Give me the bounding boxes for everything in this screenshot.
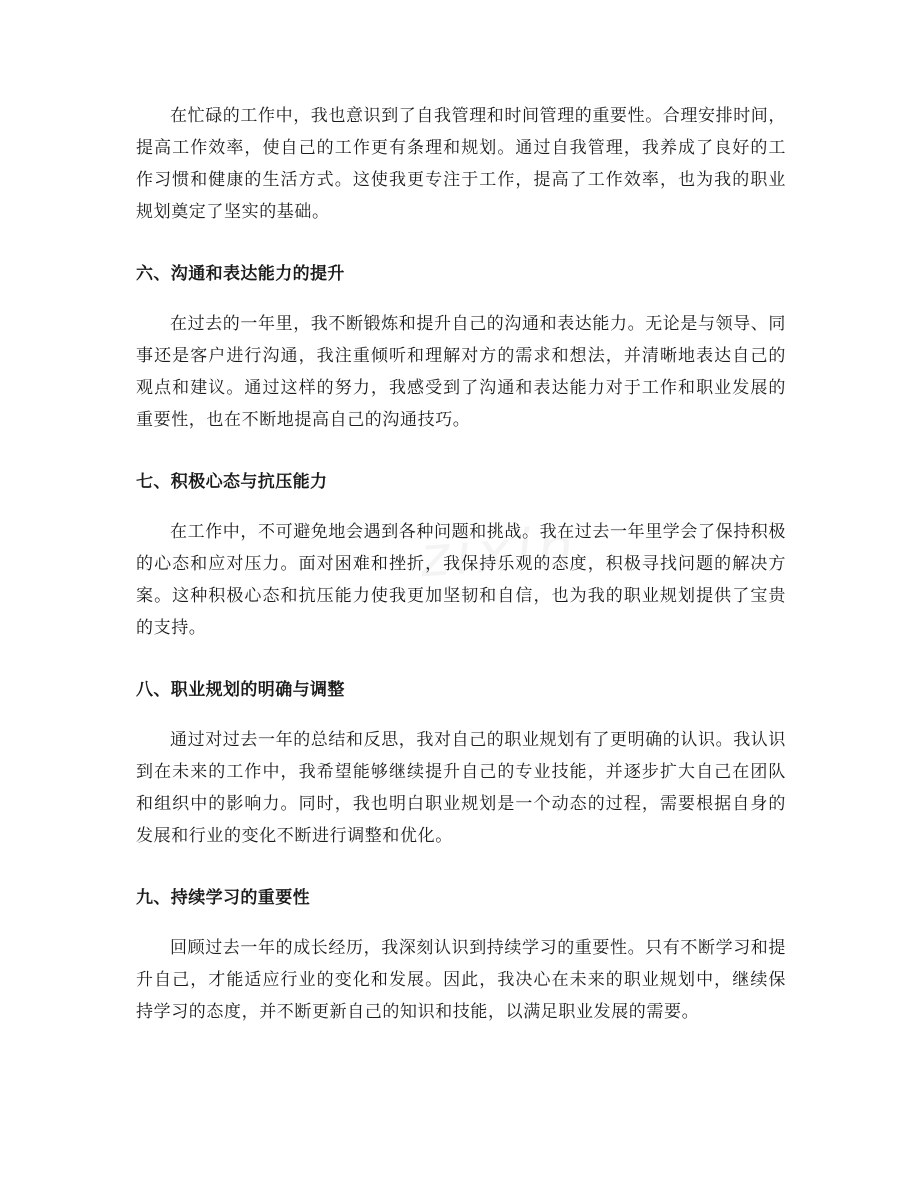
paragraph-career-planning: 通过对过去一年的总结和反思，我对自己的职业规划有了更明确的认识。我认识到在未来的工作中，我希望能够继续提升自己的专业技能，并逐步扩大自己在团队和组织中的影响力。同时，我也明白职业规划是一个动态的过程，需要根据自身的发展和行业的变化不断进行调整和优化。 <box>136 730 786 846</box>
section-heading-continuous-learning: 九、持续学习的重要性 <box>136 888 310 908</box>
section-heading-career-planning: 八、职业规划的明确与调整 <box>136 680 345 700</box>
paragraph-communication: 在过去的一年里，我不断锻炼和提升自己的沟通和表达能力。无论是与领导、同事还是客户进行沟通，我注重倾听和理解对方的需求和想法，并清晰地表达自己的观点和建议。通过这样的努力，我感受到了沟通和表达能力对于工作和职业发展的重要性，也在不断地提高自己的沟通技巧。 <box>136 314 786 430</box>
paragraph-continuous-learning: 回顾过去一年的成长经历，我深刻认识到持续学习的重要性。只有不断学习和提升自己，才能适应行业的变化和发展。因此，我决心在未来的职业规划中，继续保持学习的态度，并不断更新自己的知识和技能，以满足职业发展的需要。 <box>136 938 786 1022</box>
section-heading-positive-attitude: 七、积极心态与抗压能力 <box>136 472 328 492</box>
paragraph-self-management: 在忙碌的工作中，我也意识到了自我管理和时间管理的重要性。合理安排时间，提高工作效率，使自己的工作更有条理和规划。通过自我管理，我养成了良好的工作习惯和健康的生活方式。这使我更专注于工作，提高了工作效率，也为我的职业规划奠定了坚实的基础。 <box>136 106 786 222</box>
paragraph-positive-attitude: 在工作中，不可避免地会遇到各种问题和挑战。我在过去一年里学会了保持积极的心态和应对压力。面对困难和挫折，我保持乐观的态度，积极寻找问题的解决方案。这种积极心态和抗压能力使我更加坚韧和自信，也为我的职业规划提供了宝贵的支持。 <box>136 522 786 638</box>
section-heading-communication: 六、沟通和表达能力的提升 <box>136 264 345 284</box>
document-body <box>136 100 786 1028</box>
